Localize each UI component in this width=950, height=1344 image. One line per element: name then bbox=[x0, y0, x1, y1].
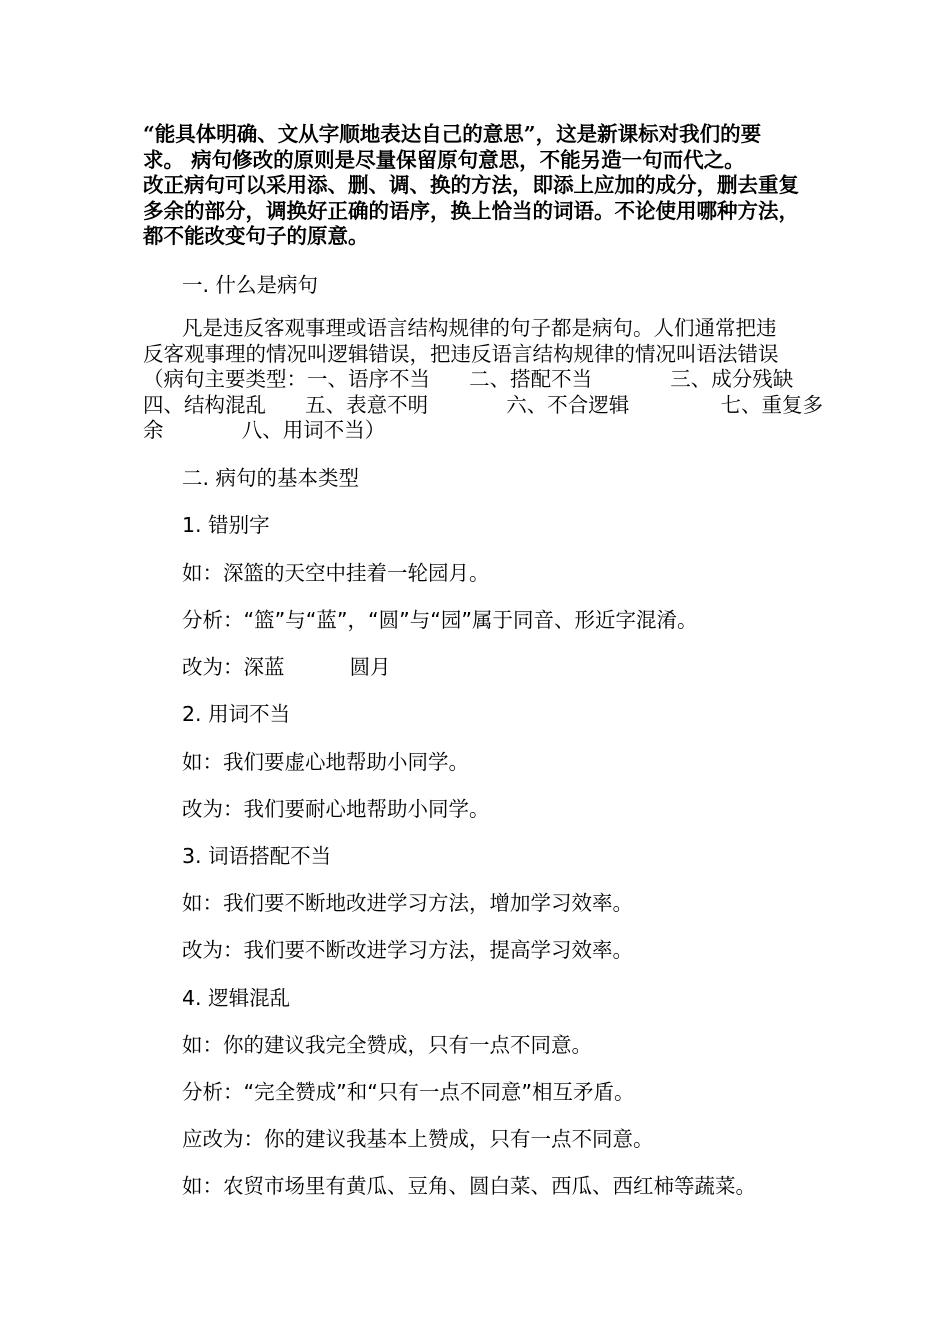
example-line: 如：我们要虚心地帮助小同学。 bbox=[182, 750, 469, 774]
definition-line: （病句主要类型：一、语序不当 二、搭配不当 三、成分残缺 bbox=[143, 367, 794, 391]
example-line: 如：农贸市场里有黄瓜、豆角、圆白菜、西瓜、西红柿等蔬菜。 bbox=[182, 1174, 756, 1198]
example-line: 如：我们要不断地改进学习方法，增加学习效率。 bbox=[182, 891, 633, 915]
type-heading-collocation: 3. 词语搭配不当 bbox=[182, 844, 332, 868]
correction-line: 应改为：你的建议我基本上赞成，只有一点不同意。 bbox=[182, 1127, 654, 1151]
example-line: 如：深篮的天空中挂着一轮园月。 bbox=[182, 561, 490, 585]
definition-line: 凡是违反客观事理或语言结构规律的句子都是病句。人们通常把违 bbox=[182, 316, 777, 340]
type-heading-wrong-word: 2. 用词不当 bbox=[182, 702, 291, 726]
type-heading-typo: 1. 错别字 bbox=[182, 513, 270, 537]
correction-line: 改为：深蓝 圆月 bbox=[182, 655, 391, 679]
intro-line: 求。 病句修改的原则是尽量保留原句意思，不能另造一句而代之。 bbox=[143, 147, 745, 172]
correction-line: 改为：我们要耐心地帮助小同学。 bbox=[182, 797, 490, 821]
intro-paragraph bbox=[143, 122, 813, 250]
analysis-line: 分析：“篮”与“蓝”，“圆”与“园”属于同音、形近字混淆。 bbox=[182, 608, 698, 632]
intro-line: “能具体明确、文从字顺地表达自己的意思”，这是新课标对我们的要 bbox=[143, 122, 762, 146]
definition-line: 四、结构混乱 五、表意不明 六、不合逻辑 七、重复多 bbox=[143, 392, 824, 417]
section-heading-what-is-faulty-sentence: 一. 什么是病句 bbox=[182, 273, 319, 297]
type-heading-logic: 4. 逻辑混乱 bbox=[182, 986, 291, 1010]
correction-line: 改为：我们要不断改进学习方法，提高学习效率。 bbox=[182, 938, 633, 962]
intro-line: 多余的部分，调换好正确的语序，换上恰当的词语。不论使用哪种方法， bbox=[143, 198, 799, 223]
definition-line: 反客观事理的情况叫逻辑错误，把违反语言结构规律的情况叫语法错误 bbox=[143, 341, 779, 366]
intro-line: 改正病句可以采用添、删、调、换的方法，即添上应加的成分，删去重复 bbox=[143, 173, 799, 197]
definition-paragraph bbox=[143, 316, 823, 444]
intro-line: 都不能改变句子的原意。 bbox=[143, 224, 369, 248]
section-heading-basic-types: 二. 病句的基本类型 bbox=[182, 466, 360, 490]
definition-line: 余 八、用词不当） bbox=[143, 418, 386, 442]
analysis-line: 分析：“完全赞成”和“只有一点不同意”相互矛盾。 bbox=[182, 1080, 635, 1104]
example-line: 如：你的建议我完全赞成，只有一点不同意。 bbox=[182, 1033, 592, 1057]
